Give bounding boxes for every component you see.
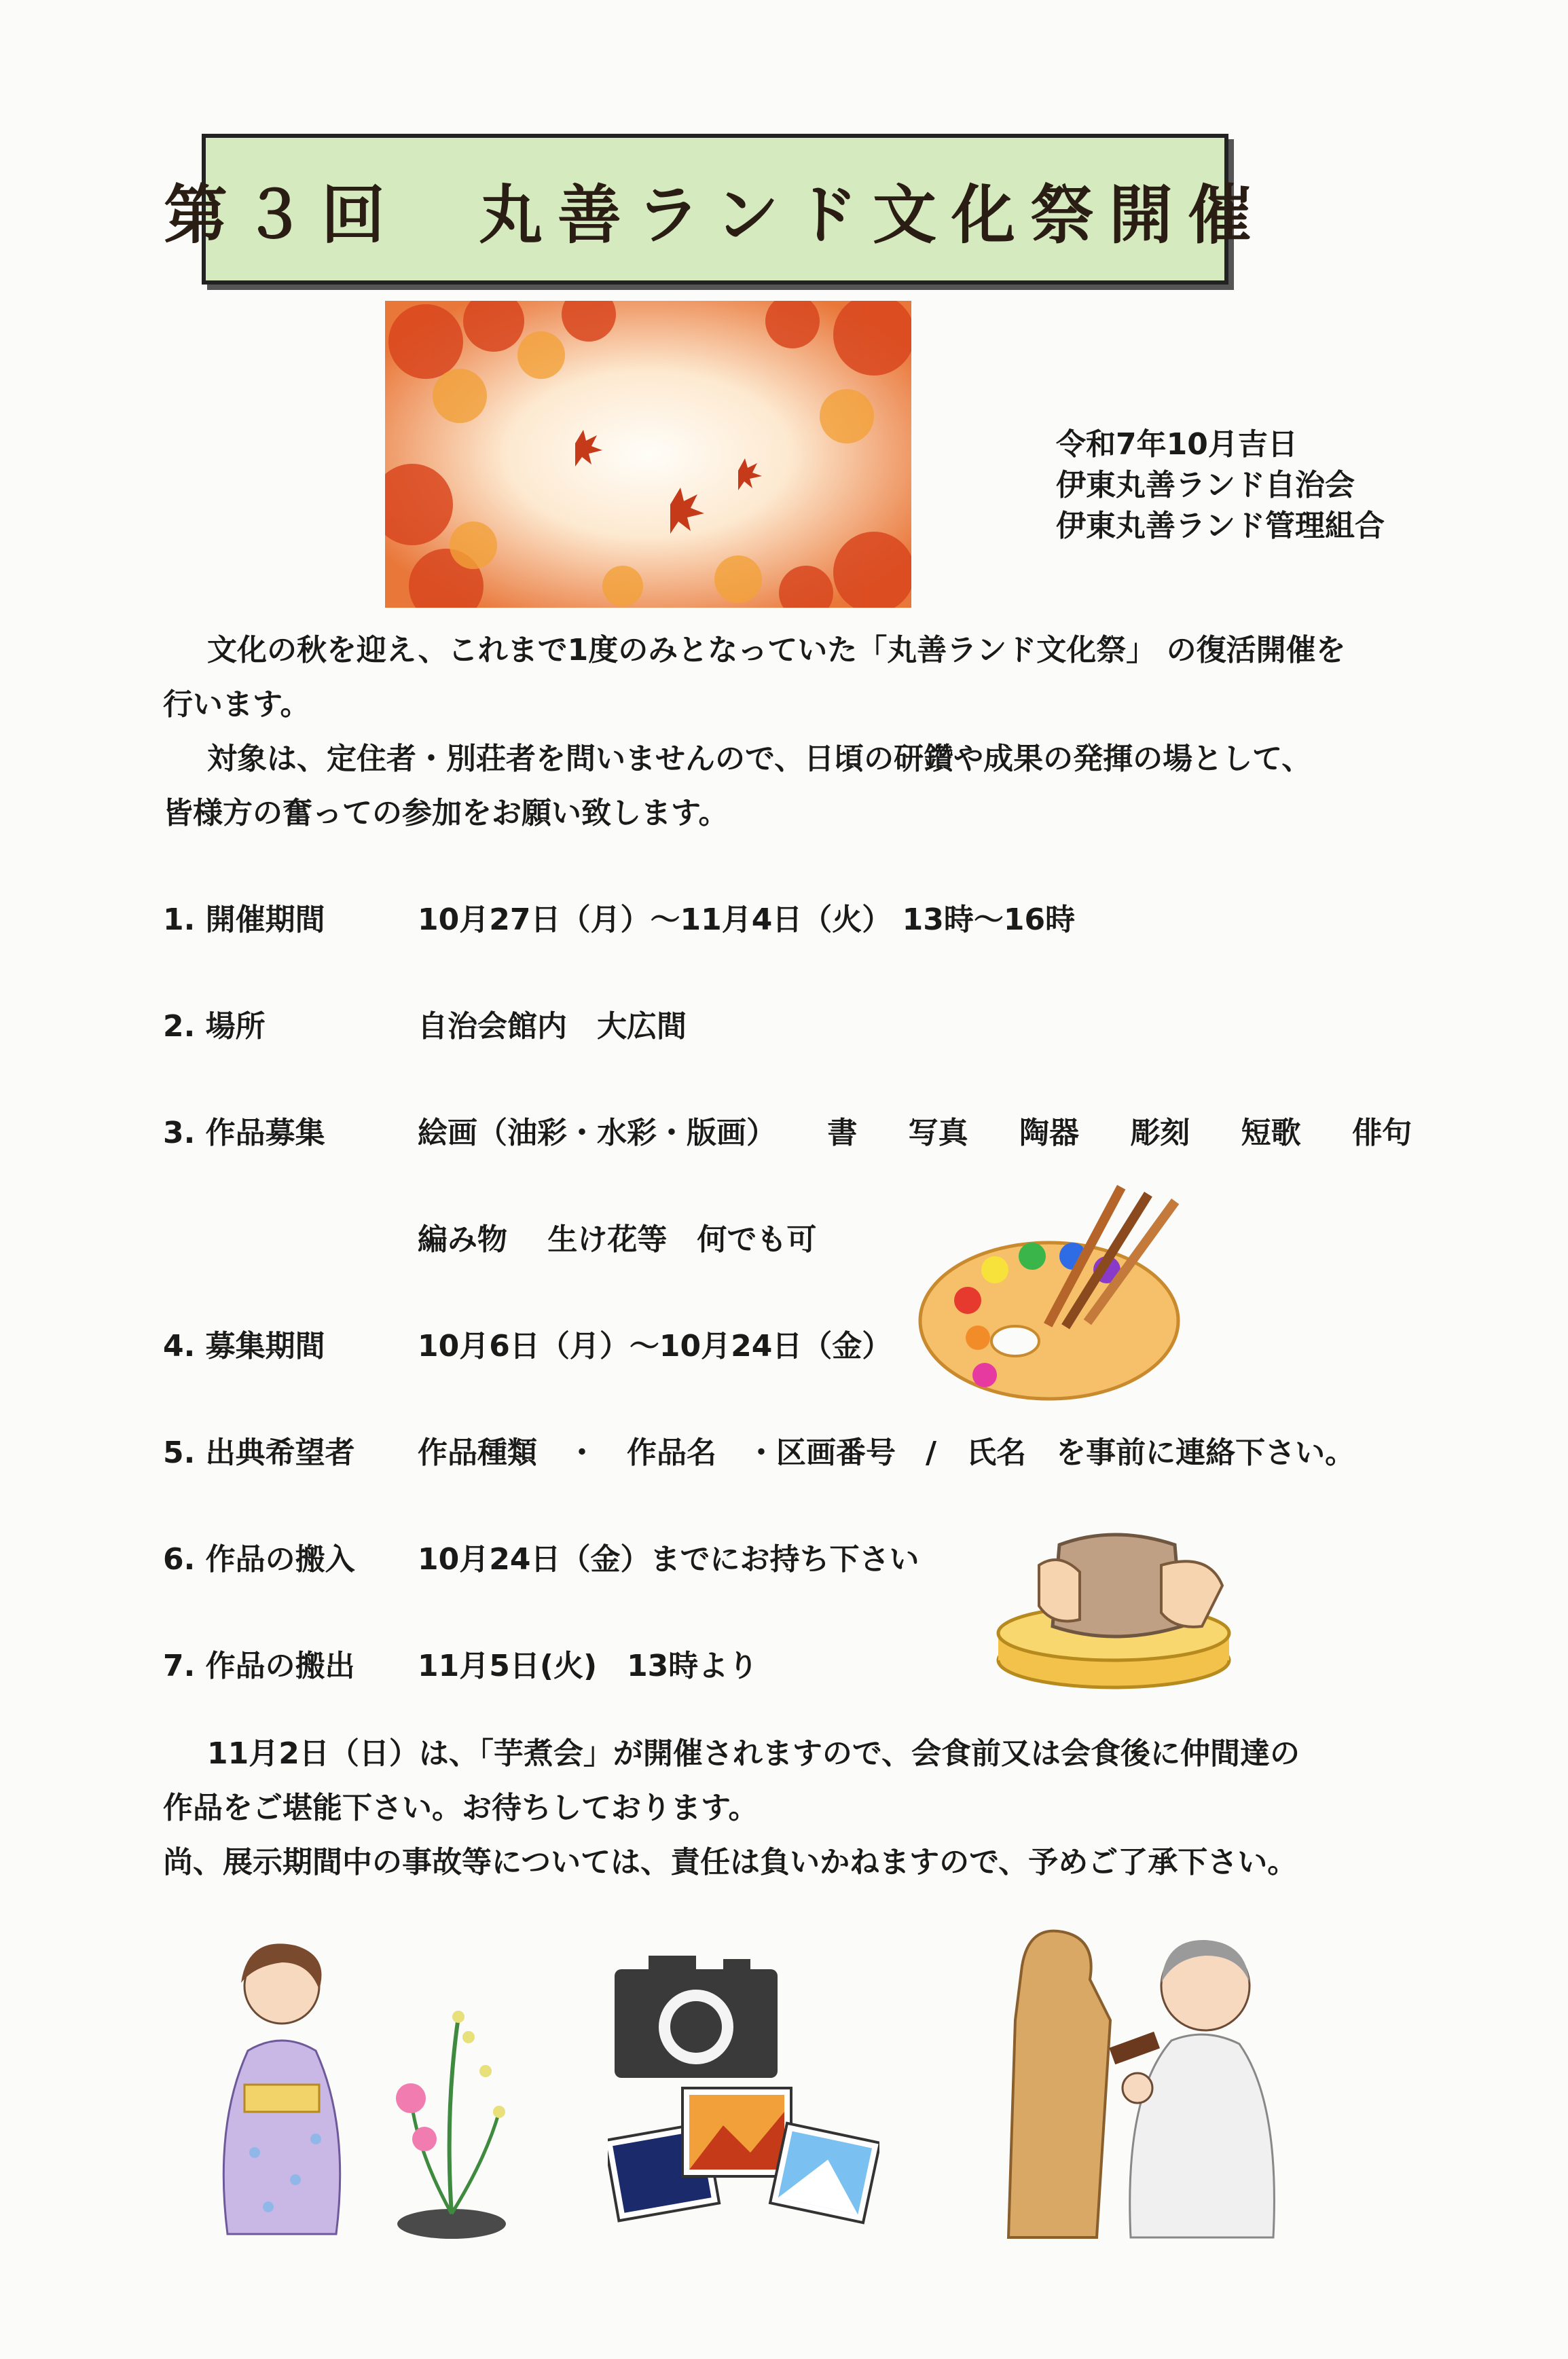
work-pottery: 陶器 [1019, 1116, 1079, 1150]
title-banner [164, 134, 1267, 285]
organizer-block [1056, 424, 1385, 547]
issue-date: 令和7年10月吉日 [1056, 427, 1298, 462]
autumn-leaves-illustration [385, 301, 911, 608]
work-tanka: 短歌 [1241, 1116, 1301, 1150]
item-3-works-row1 [418, 1108, 1453, 1152]
item-7-value: 11月5日(火) 13時より [418, 1649, 759, 1683]
work-photo: 写真 [908, 1116, 968, 1150]
intro-p2-line2: 皆様方の奮っての参加をお願い致します。 [163, 796, 729, 830]
item-1-value: 10月27日（月）～11月4日（火） 13時～16時 [418, 902, 1076, 937]
work-painting: 絵画（油彩・水彩・版画） [418, 1116, 776, 1150]
work-calligraphy: 書 [827, 1116, 858, 1150]
item-2-value: 自治会館内 大広間 [418, 1009, 687, 1044]
item-4-label: 4. 募集期間 [163, 1329, 325, 1364]
pottery-wheel-illustration [978, 1491, 1263, 1694]
organizer-line-2: 伊東丸善ランド管理組合 [1056, 509, 1385, 543]
item-1-label: 1. 開催期間 [163, 902, 325, 937]
item-6-value: 10月24日（金）までにお持ち下さい [418, 1542, 919, 1577]
item-3-works-row2: 編み物 生け花等 何でも可 [418, 1222, 817, 1257]
paint-palette-illustration [913, 1185, 1239, 1409]
item-2-label: 2. 場所 [163, 1009, 266, 1044]
item-5-value: 作品種類 ・ 作品名 ・区画番号 / 氏名 を事前に連絡下さい。 [418, 1435, 1355, 1470]
item-5-label: 5. 出典希望者 [163, 1435, 355, 1470]
closing-line2: 作品をご堪能下さい。お待ちしております。 [163, 1791, 759, 1825]
organizer-line-1: 伊東丸善ランド自治会 [1056, 468, 1355, 502]
work-sculpture: 彫刻 [1130, 1116, 1190, 1150]
camera-photos-illustration [608, 1949, 879, 2234]
closing-line3: 尚、展示期間中の事故等については、責任は負いかねますので、予めご了承下さい。 [163, 1845, 1298, 1880]
item-6-label: 6. 作品の搬入 [163, 1542, 355, 1577]
item-7-label: 7. 作品の搬出 [163, 1649, 355, 1683]
intro-p1-line2: 行います。 [163, 687, 310, 722]
intro-p2-line1: 対象は、定住者・別荘者を問いませんので、日頃の研鑽や成果の発揮の場として、 [207, 742, 1312, 776]
sculptor-illustration [995, 1925, 1287, 2244]
item-4-value: 10月6日（月）～10月24日（金） [418, 1329, 892, 1364]
closing-line1: 11月2日（日）は、「芋煮会」が開催されますので、会食前又は会食後に仲間達の [207, 1736, 1300, 1771]
ikebana-woman-illustration [200, 1935, 526, 2248]
page-title: 第３回 丸善ランド文化祭開催 [164, 177, 1267, 253]
intro-p1-line1: 文化の秋を迎え、これまで1度のみとなっていた「丸善ランド文化祭」 の復活開催を [207, 633, 1346, 668]
item-3-label: 3. 作品募集 [163, 1116, 325, 1150]
work-haiku: 俳句 [1351, 1116, 1412, 1150]
